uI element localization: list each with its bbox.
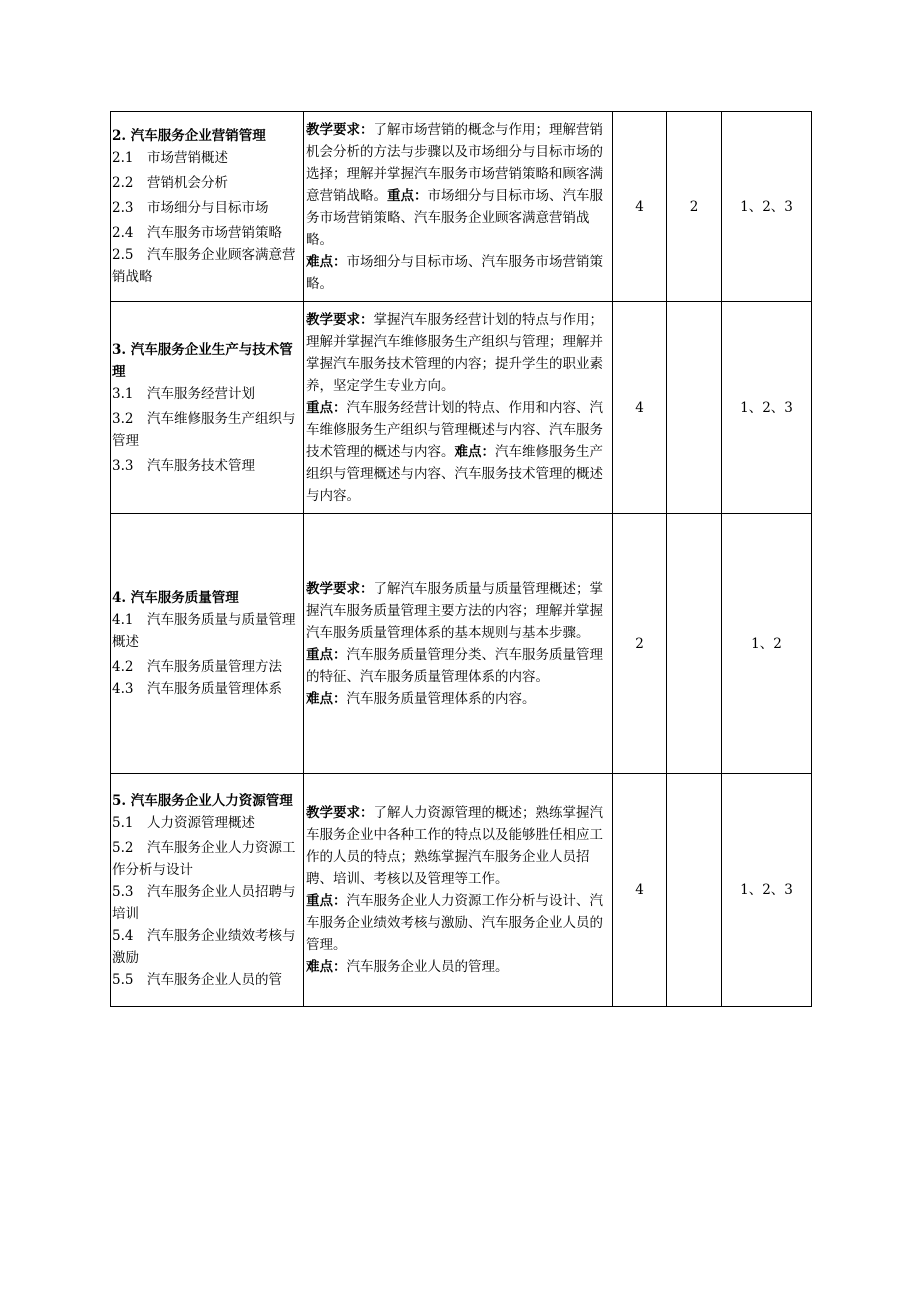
req-label: 教学要求： (306, 311, 374, 328)
requirement-cell (304, 112, 613, 302)
requirement-cell (304, 774, 613, 1007)
req-text: 掌握汽车服务经营计划的特点与作用；理解并掌握汽车维修服务生产组织与管理；理解并掌握汽车服务技术管理的内容；提升学生的职业素养，坚定学生专业方向。 (306, 311, 603, 394)
difficulty-text: 汽车服务质量管理体系的内容。 (346, 690, 536, 707)
req-label: 教学要求： (306, 805, 374, 821)
topic-title: 2. 汽车服务企业营销管理 (112, 128, 266, 144)
practice-hours-cell: 2 (667, 112, 722, 302)
topic-item: 5.2 汽车服务企业人力资源工作分析与设计 (112, 839, 296, 878)
table-row (111, 112, 812, 302)
req-text: 了解人力资源管理的概述；熟练掌握汽车服务企业中各种工作的特点以及能够胜任相应工作的人员的特点；熟练掌握汽车服务企业人员招聘、培训、考核以及管理等工作。 (306, 805, 603, 887)
topic-item: 2.5 汽车服务企业顾客满意营销战略 (112, 247, 296, 285)
practice-hours-cell (667, 514, 722, 774)
topic-item: 3.1 汽车服务经营计划 (112, 385, 255, 402)
key-label: 重点： (306, 893, 347, 909)
topic-item: 5.5 汽车服务企业人员的管 (112, 971, 282, 988)
difficulty-label: 难点： (306, 690, 347, 707)
topic-cell (111, 302, 304, 514)
course-table (110, 111, 812, 1007)
topic-item: 4.2 汽车服务质量管理方法 (112, 659, 282, 675)
hours-cell: 4 (613, 302, 667, 514)
req-label: 教学要求： (306, 580, 374, 597)
objective-cell: 1、2、3 (722, 774, 812, 1007)
topic-item: 5.1 人力资源管理概述 (112, 814, 255, 831)
req-text: 了解汽车服务质量与质量管理概述；掌握汽车服务质量管理主要方法的内容；理解并掌握汽车服务质量管理体系的基本规则与基本步骤。 (306, 580, 603, 641)
hours-cell: 2 (613, 514, 667, 774)
topic-item: 5.3 汽车服务企业人员招聘与培训 (112, 883, 296, 922)
topic-item: 5.4 汽车服务企业绩效考核与激励 (112, 927, 296, 966)
topic-item: 2.2 营销机会分析 (112, 175, 228, 191)
req-label: 教学要求： (306, 121, 374, 138)
topic-item: 4.3 汽车服务质量管理体系 (112, 681, 282, 697)
practice-hours-cell (667, 302, 722, 514)
topic-cell (111, 514, 304, 774)
difficulty-text: 市场细分与目标市场、汽车服务市场营销策略。 (306, 253, 603, 292)
topic-title: 5. 汽车服务企业人力资源管理 (112, 792, 293, 809)
topic-item: 3.3 汽车服务技术管理 (112, 457, 255, 474)
topic-cell (111, 112, 304, 302)
topic-item: 2.4 汽车服务市场营销策略 (112, 225, 282, 241)
objective-cell: 1、2、3 (722, 302, 812, 514)
difficulty-text: 汽车服务企业人员的管理。 (346, 959, 509, 975)
req-text: 了解市场营销的概念与作用；理解营销机会分析的方法与步骤以及市场细分与目标市场的选择；理解并掌握汽车服务市场营销策略和顾客满意营销战略。 (306, 121, 603, 204)
hours-cell: 4 (613, 112, 667, 302)
key-label: 重点： (387, 187, 428, 204)
topic-cell (111, 774, 304, 1007)
topic-item: 4.1 汽车服务质量与质量管理概述 (112, 612, 296, 650)
difficulty-text: 汽车维修服务生产组织与管理概述与内容、汽车服务技术管理的概述与内容。 (306, 443, 603, 504)
objective-cell: 1、2、3 (722, 112, 812, 302)
key-text: 市场细分与目标市场、汽车服务市场营销策略、汽车服务企业顾客满意营销战略。 (306, 187, 603, 248)
table-row (111, 302, 812, 514)
table-row (111, 774, 812, 1007)
key-label: 重点： (306, 646, 347, 663)
key-text: 汽车服务质量管理分类、汽车服务质量管理的特征、汽车服务质量管理体系的内容。 (306, 646, 603, 685)
difficulty-label: 难点： (306, 959, 347, 975)
key-label: 重点： (306, 399, 347, 416)
difficulty-label: 难点： (306, 253, 347, 270)
requirement-cell (304, 302, 613, 514)
hours-cell: 4 (613, 774, 667, 1007)
practice-hours-cell (667, 774, 722, 1007)
difficulty-label: 难点： (454, 443, 495, 460)
topic-title: 4. 汽车服务质量管理 (112, 590, 239, 606)
key-text: 汽车服务企业人力资源工作分析与设计、汽车服务企业绩效考核与激励、汽车服务企业人员的管理。 (306, 893, 603, 953)
table-row (111, 514, 812, 774)
topic-item: 2.3 市场细分与目标市场 (112, 200, 269, 216)
topic-item: 3.2 汽车维修服务生产组织与管理 (112, 410, 296, 449)
key-text: 汽车服务经营计划的特点、作用和内容、汽车维修服务生产组织与管理概述与内容、汽车服务技术管理的概述与内容。 (306, 399, 603, 460)
topic-title: 3. 汽车服务企业生产与技术管理 (112, 341, 293, 380)
objective-cell: 1、2 (722, 514, 812, 774)
topic-item: 2.1 市场营销概述 (112, 150, 228, 166)
requirement-cell (304, 514, 613, 774)
